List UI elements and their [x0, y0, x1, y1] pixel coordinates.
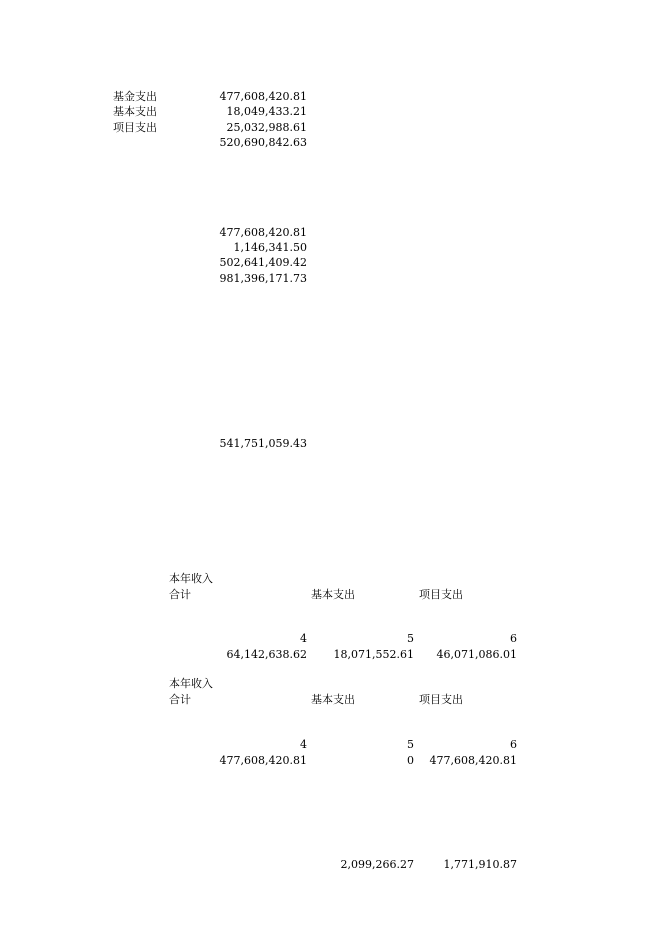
- section2-col-num-6: 6: [510, 738, 517, 751]
- section2-col-num-5: 5: [407, 738, 414, 751]
- section1-header-line1: 本年收入: [169, 572, 213, 585]
- top-row-2-label: 基本支出: [113, 105, 157, 118]
- top-total-value: 520,690,842.63: [219, 136, 307, 149]
- top-row-1-label: 基金支出: [113, 90, 157, 103]
- section1-header-line2: 合计: [169, 588, 191, 601]
- middle-value-3: 502,641,409.42: [219, 256, 307, 269]
- section1-basic-value: 18,071,552.61: [333, 648, 414, 661]
- single-value: 541,751,059.43: [219, 437, 307, 450]
- section2-header-line1: 本年收入: [169, 677, 213, 690]
- section2-total-value: 477,608,420.81: [219, 754, 307, 767]
- section1-col-num-5: 5: [407, 632, 414, 645]
- section1-col-basic-header: 基本支出: [311, 588, 355, 601]
- section1-col-project-header: 项目支出: [419, 588, 463, 601]
- footer-value-1: 2,099,266.27: [340, 858, 414, 871]
- middle-value-2: 1,146,341.50: [233, 241, 307, 254]
- section1-col-num-4: 4: [300, 632, 307, 645]
- top-row-3-value: 25,032,988.61: [226, 121, 307, 134]
- section1-col-num-6: 6: [510, 632, 517, 645]
- top-row-2-value: 18,049,433.21: [226, 105, 307, 118]
- top-row-3-label: 项目支出: [113, 121, 157, 134]
- section2-basic-value: 0: [407, 754, 414, 767]
- section1-total-value: 64,142,638.62: [226, 648, 307, 661]
- top-row-1-value: 477,608,420.81: [219, 90, 307, 103]
- section1-project-value: 46,071,086.01: [436, 648, 517, 661]
- section2-project-value: 477,608,420.81: [429, 754, 517, 767]
- middle-value-4: 981,396,171.73: [219, 272, 307, 285]
- footer-value-2: 1,771,910.87: [443, 858, 517, 871]
- section2-col-basic-header: 基本支出: [311, 693, 355, 706]
- middle-value-1: 477,608,420.81: [219, 226, 307, 239]
- section2-col-num-4: 4: [300, 738, 307, 751]
- section2-col-project-header: 项目支出: [419, 693, 463, 706]
- section2-header-line2: 合计: [169, 693, 191, 706]
